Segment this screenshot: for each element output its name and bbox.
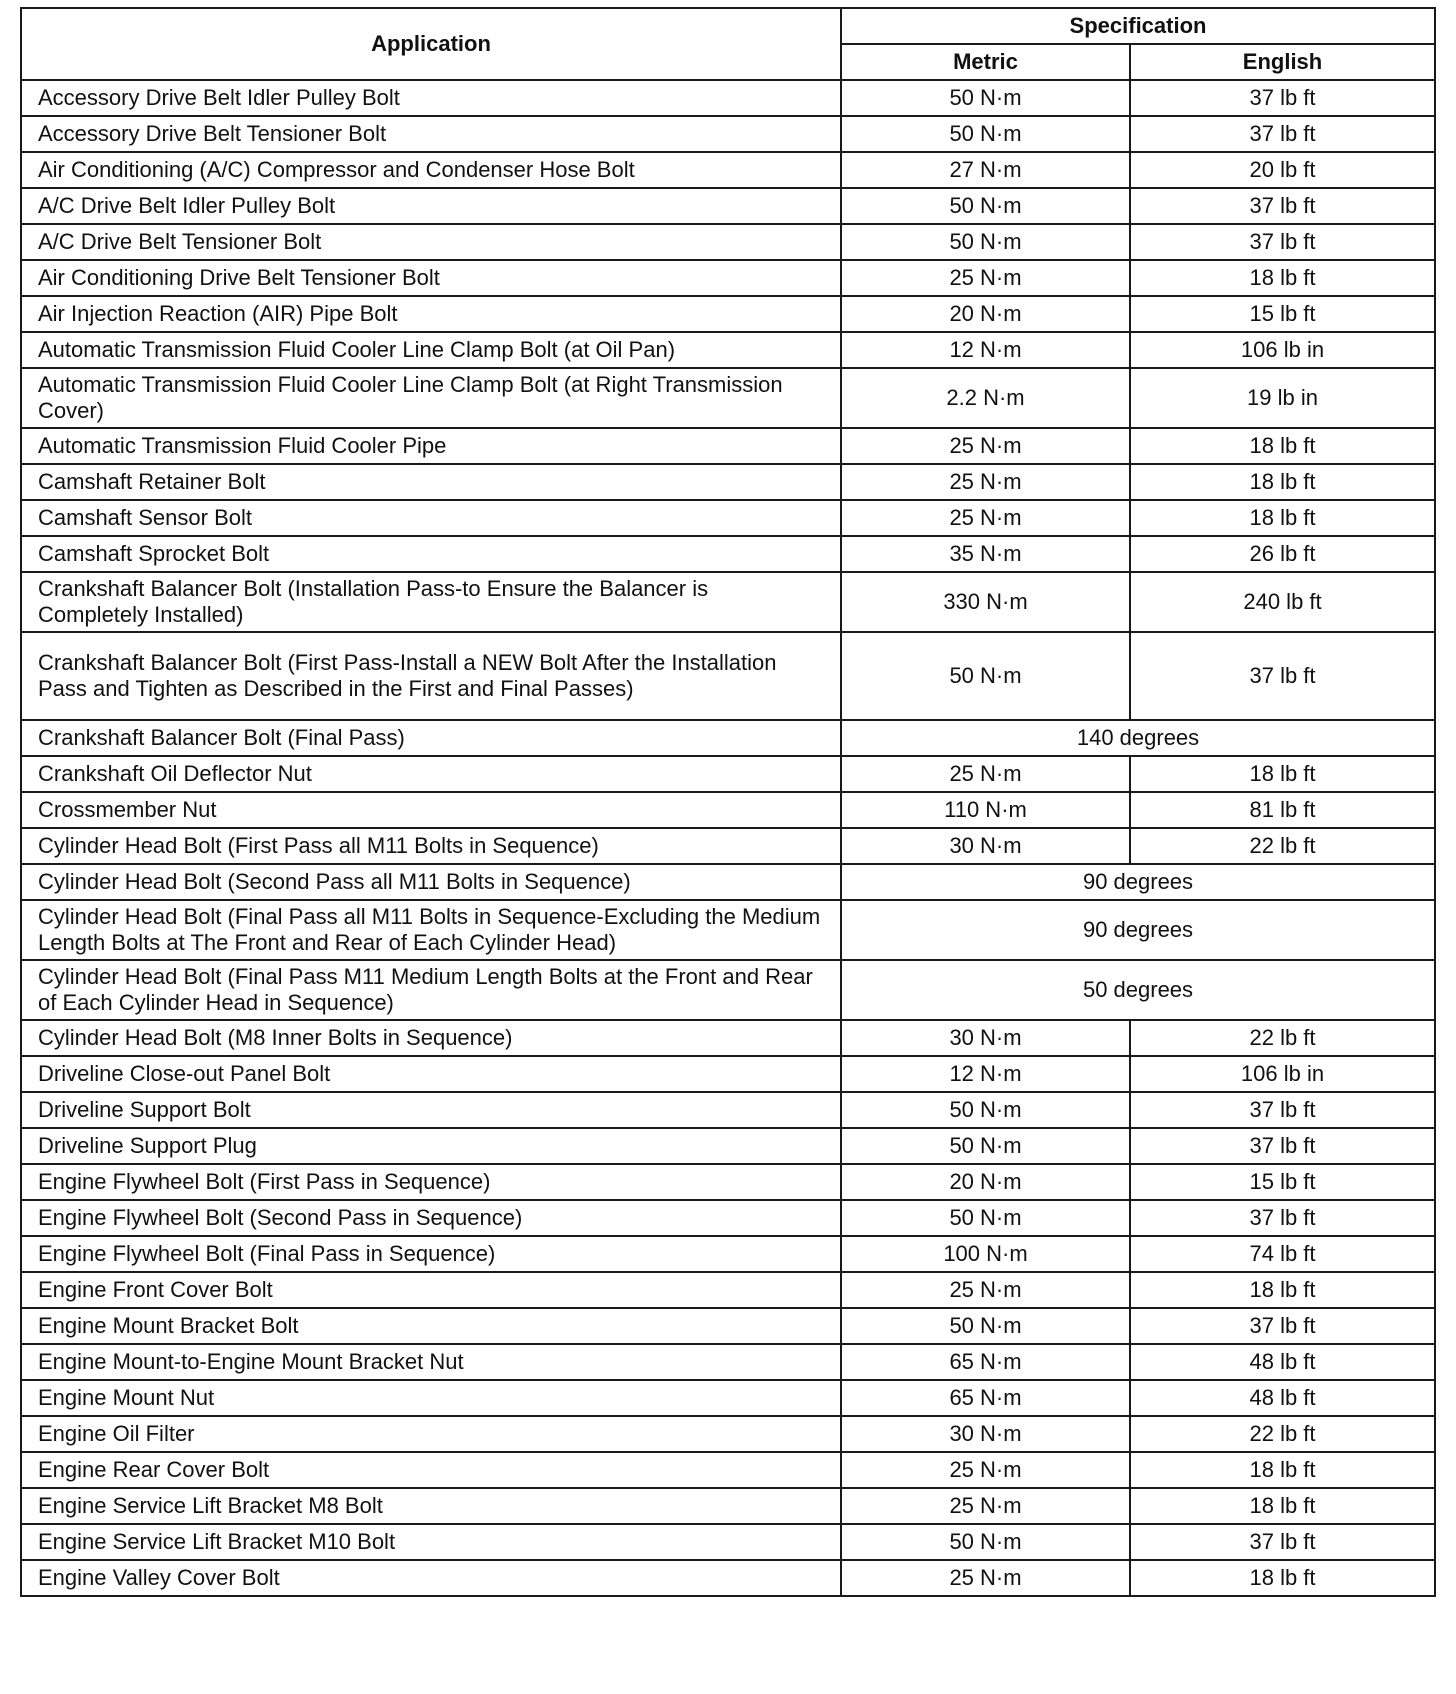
table-row [21, 1452, 1435, 1488]
table-row [21, 1416, 1435, 1452]
metric-cell: 50 N·m [841, 1308, 1130, 1344]
metric-cell: 25 N·m [841, 756, 1130, 792]
application-cell: Camshaft Retainer Bolt [21, 464, 841, 500]
metric-cell: 30 N·m [841, 828, 1130, 864]
application-cell: Crankshaft Balancer Bolt (First Pass-Install a NEW Bolt After the Installation Pass and Tighten as Described in the First and Final Passes) [21, 632, 841, 720]
metric-cell: 50 N·m [841, 224, 1130, 260]
table-row [21, 368, 1435, 428]
metric-cell: 65 N·m [841, 1344, 1130, 1380]
table-row [21, 1344, 1435, 1380]
metric-cell: 12 N·m [841, 332, 1130, 368]
table-row [21, 116, 1435, 152]
table-row [21, 1272, 1435, 1308]
specification-header: Specification [841, 8, 1435, 44]
metric-cell: 25 N·m [841, 260, 1130, 296]
english-header: English [1130, 44, 1435, 80]
application-cell: Driveline Support Plug [21, 1128, 841, 1164]
application-cell: Crankshaft Oil Deflector Nut [21, 756, 841, 792]
table-row [21, 1020, 1435, 1056]
application-cell: Crankshaft Balancer Bolt (Installation Pass-to Ensure the Balancer is Completely Installed) [21, 572, 841, 632]
table-row [21, 756, 1435, 792]
english-cell: 18 lb ft [1130, 756, 1435, 792]
application-cell: Accessory Drive Belt Tensioner Bolt [21, 116, 841, 152]
application-cell: Engine Front Cover Bolt [21, 1272, 841, 1308]
application-cell: Automatic Transmission Fluid Cooler Pipe [21, 428, 841, 464]
metric-cell: 25 N·m [841, 500, 1130, 536]
english-cell: 18 lb ft [1130, 1488, 1435, 1524]
metric-cell: 25 N·m [841, 1452, 1130, 1488]
application-cell: Accessory Drive Belt Idler Pulley Bolt [21, 80, 841, 116]
metric-header: Metric [841, 44, 1130, 80]
application-cell: A/C Drive Belt Idler Pulley Bolt [21, 188, 841, 224]
metric-cell: 25 N·m [841, 1560, 1130, 1596]
application-cell: Air Injection Reaction (AIR) Pipe Bolt [21, 296, 841, 332]
application-cell: A/C Drive Belt Tensioner Bolt [21, 224, 841, 260]
metric-cell: 25 N·m [841, 1272, 1130, 1308]
application-cell: Engine Mount Bracket Bolt [21, 1308, 841, 1344]
metric-cell: 27 N·m [841, 152, 1130, 188]
application-cell: Engine Mount-to-Engine Mount Bracket Nut [21, 1344, 841, 1380]
application-cell: Cylinder Head Bolt (M8 Inner Bolts in Sequence) [21, 1020, 841, 1056]
english-cell: 18 lb ft [1130, 500, 1435, 536]
table-row [21, 960, 1435, 1020]
table-row [21, 260, 1435, 296]
application-cell: Automatic Transmission Fluid Cooler Line Clamp Bolt (at Right Transmission Cover) [21, 368, 841, 428]
english-cell: 48 lb ft [1130, 1344, 1435, 1380]
application-cell: Engine Flywheel Bolt (First Pass in Sequence) [21, 1164, 841, 1200]
application-cell: Air Conditioning Drive Belt Tensioner Bolt [21, 260, 841, 296]
metric-cell: 330 N·m [841, 572, 1130, 632]
metric-cell: 35 N·m [841, 536, 1130, 572]
metric-cell: 50 N·m [841, 1524, 1130, 1560]
application-cell: Cylinder Head Bolt (Final Pass all M11 Bolts in Sequence-Excluding the Medium Length Bolts at The Front and Rear of Each Cylinder Head) [21, 900, 841, 960]
application-cell: Engine Oil Filter [21, 1416, 841, 1452]
application-cell: Cylinder Head Bolt (Final Pass M11 Medium Length Bolts at the Front and Rear of Each Cylinder Head in Sequence) [21, 960, 841, 1020]
english-cell: 37 lb ft [1130, 1128, 1435, 1164]
table-row [21, 224, 1435, 260]
english-cell: 48 lb ft [1130, 1380, 1435, 1416]
english-cell: 18 lb ft [1130, 1560, 1435, 1596]
english-cell: 37 lb ft [1130, 1200, 1435, 1236]
metric-cell: 50 N·m [841, 80, 1130, 116]
metric-cell: 50 N·m [841, 116, 1130, 152]
english-cell: 22 lb ft [1130, 828, 1435, 864]
table-row [21, 464, 1435, 500]
table-row [21, 1488, 1435, 1524]
english-cell: 81 lb ft [1130, 792, 1435, 828]
metric-cell: 25 N·m [841, 428, 1130, 464]
english-cell: 74 lb ft [1130, 1236, 1435, 1272]
metric-cell: 30 N·m [841, 1020, 1130, 1056]
table-row [21, 1524, 1435, 1560]
english-cell: 106 lb in [1130, 332, 1435, 368]
english-cell: 37 lb ft [1130, 1092, 1435, 1128]
metric-cell: 50 N·m [841, 1200, 1130, 1236]
table-row [21, 536, 1435, 572]
table-row [21, 1200, 1435, 1236]
table-row [21, 1128, 1435, 1164]
table-row [21, 572, 1435, 632]
english-cell: 37 lb ft [1130, 80, 1435, 116]
application-cell: Camshaft Sprocket Bolt [21, 536, 841, 572]
application-cell: Engine Valley Cover Bolt [21, 1560, 841, 1596]
application-cell: Air Conditioning (A/C) Compressor and Condenser Hose Bolt [21, 152, 841, 188]
table-row [21, 1164, 1435, 1200]
table-row [21, 828, 1435, 864]
metric-cell: 100 N·m [841, 1236, 1130, 1272]
table-row [21, 1560, 1435, 1596]
angle-spec-cell: 50 degrees [841, 960, 1435, 1020]
table-row [21, 1236, 1435, 1272]
metric-cell: 20 N·m [841, 296, 1130, 332]
application-cell: Engine Flywheel Bolt (Second Pass in Sequence) [21, 1200, 841, 1236]
application-cell: Crossmember Nut [21, 792, 841, 828]
english-cell: 18 lb ft [1130, 260, 1435, 296]
table-row [21, 296, 1435, 332]
metric-cell: 25 N·m [841, 464, 1130, 500]
application-cell: Engine Service Lift Bracket M10 Bolt [21, 1524, 841, 1560]
application-cell: Cylinder Head Bolt (Second Pass all M11 Bolts in Sequence) [21, 864, 841, 900]
table-header [21, 8, 1435, 80]
application-cell: Crankshaft Balancer Bolt (Final Pass) [21, 720, 841, 756]
table-row [21, 1056, 1435, 1092]
torque-spec-table [20, 7, 1436, 1597]
metric-cell: 2.2 N·m [841, 368, 1130, 428]
table-row [21, 792, 1435, 828]
application-cell: Engine Flywheel Bolt (Final Pass in Sequence) [21, 1236, 841, 1272]
table-row [21, 900, 1435, 960]
english-cell: 18 lb ft [1130, 428, 1435, 464]
english-cell: 106 lb in [1130, 1056, 1435, 1092]
table-row [21, 332, 1435, 368]
table-row [21, 1092, 1435, 1128]
metric-cell: 65 N·m [841, 1380, 1130, 1416]
table-row [21, 864, 1435, 900]
application-cell: Engine Rear Cover Bolt [21, 1452, 841, 1488]
metric-cell: 50 N·m [841, 1092, 1130, 1128]
application-cell: Driveline Close-out Panel Bolt [21, 1056, 841, 1092]
english-cell: 20 lb ft [1130, 152, 1435, 188]
angle-spec-cell: 140 degrees [841, 720, 1435, 756]
english-cell: 37 lb ft [1130, 116, 1435, 152]
table-body [21, 80, 1435, 1596]
angle-spec-cell: 90 degrees [841, 864, 1435, 900]
table-row [21, 428, 1435, 464]
application-cell: Driveline Support Bolt [21, 1092, 841, 1128]
table-row [21, 500, 1435, 536]
english-cell: 37 lb ft [1130, 188, 1435, 224]
table-row [21, 1308, 1435, 1344]
metric-cell: 30 N·m [841, 1416, 1130, 1452]
table-row [21, 152, 1435, 188]
english-cell: 15 lb ft [1130, 296, 1435, 332]
metric-cell: 50 N·m [841, 188, 1130, 224]
english-cell: 37 lb ft [1130, 1308, 1435, 1344]
metric-cell: 50 N·m [841, 1128, 1130, 1164]
english-cell: 18 lb ft [1130, 1272, 1435, 1308]
english-cell: 22 lb ft [1130, 1416, 1435, 1452]
table-row [21, 632, 1435, 720]
table-row [21, 720, 1435, 756]
english-cell: 15 lb ft [1130, 1164, 1435, 1200]
metric-cell: 20 N·m [841, 1164, 1130, 1200]
english-cell: 37 lb ft [1130, 632, 1435, 720]
application-cell: Engine Service Lift Bracket M8 Bolt [21, 1488, 841, 1524]
table-row [21, 1380, 1435, 1416]
english-cell: 37 lb ft [1130, 1524, 1435, 1560]
angle-spec-cell: 90 degrees [841, 900, 1435, 960]
application-cell: Automatic Transmission Fluid Cooler Line Clamp Bolt (at Oil Pan) [21, 332, 841, 368]
metric-cell: 50 N·m [841, 632, 1130, 720]
english-cell: 240 lb ft [1130, 572, 1435, 632]
table-row [21, 188, 1435, 224]
application-cell: Camshaft Sensor Bolt [21, 500, 841, 536]
english-cell: 26 lb ft [1130, 536, 1435, 572]
english-cell: 18 lb ft [1130, 1452, 1435, 1488]
english-cell: 22 lb ft [1130, 1020, 1435, 1056]
application-header: Application [21, 8, 841, 80]
english-cell: 19 lb in [1130, 368, 1435, 428]
application-cell: Engine Mount Nut [21, 1380, 841, 1416]
metric-cell: 110 N·m [841, 792, 1130, 828]
application-cell: Cylinder Head Bolt (First Pass all M11 Bolts in Sequence) [21, 828, 841, 864]
metric-cell: 12 N·m [841, 1056, 1130, 1092]
english-cell: 37 lb ft [1130, 224, 1435, 260]
english-cell: 18 lb ft [1130, 464, 1435, 500]
table-row [21, 80, 1435, 116]
metric-cell: 25 N·m [841, 1488, 1130, 1524]
